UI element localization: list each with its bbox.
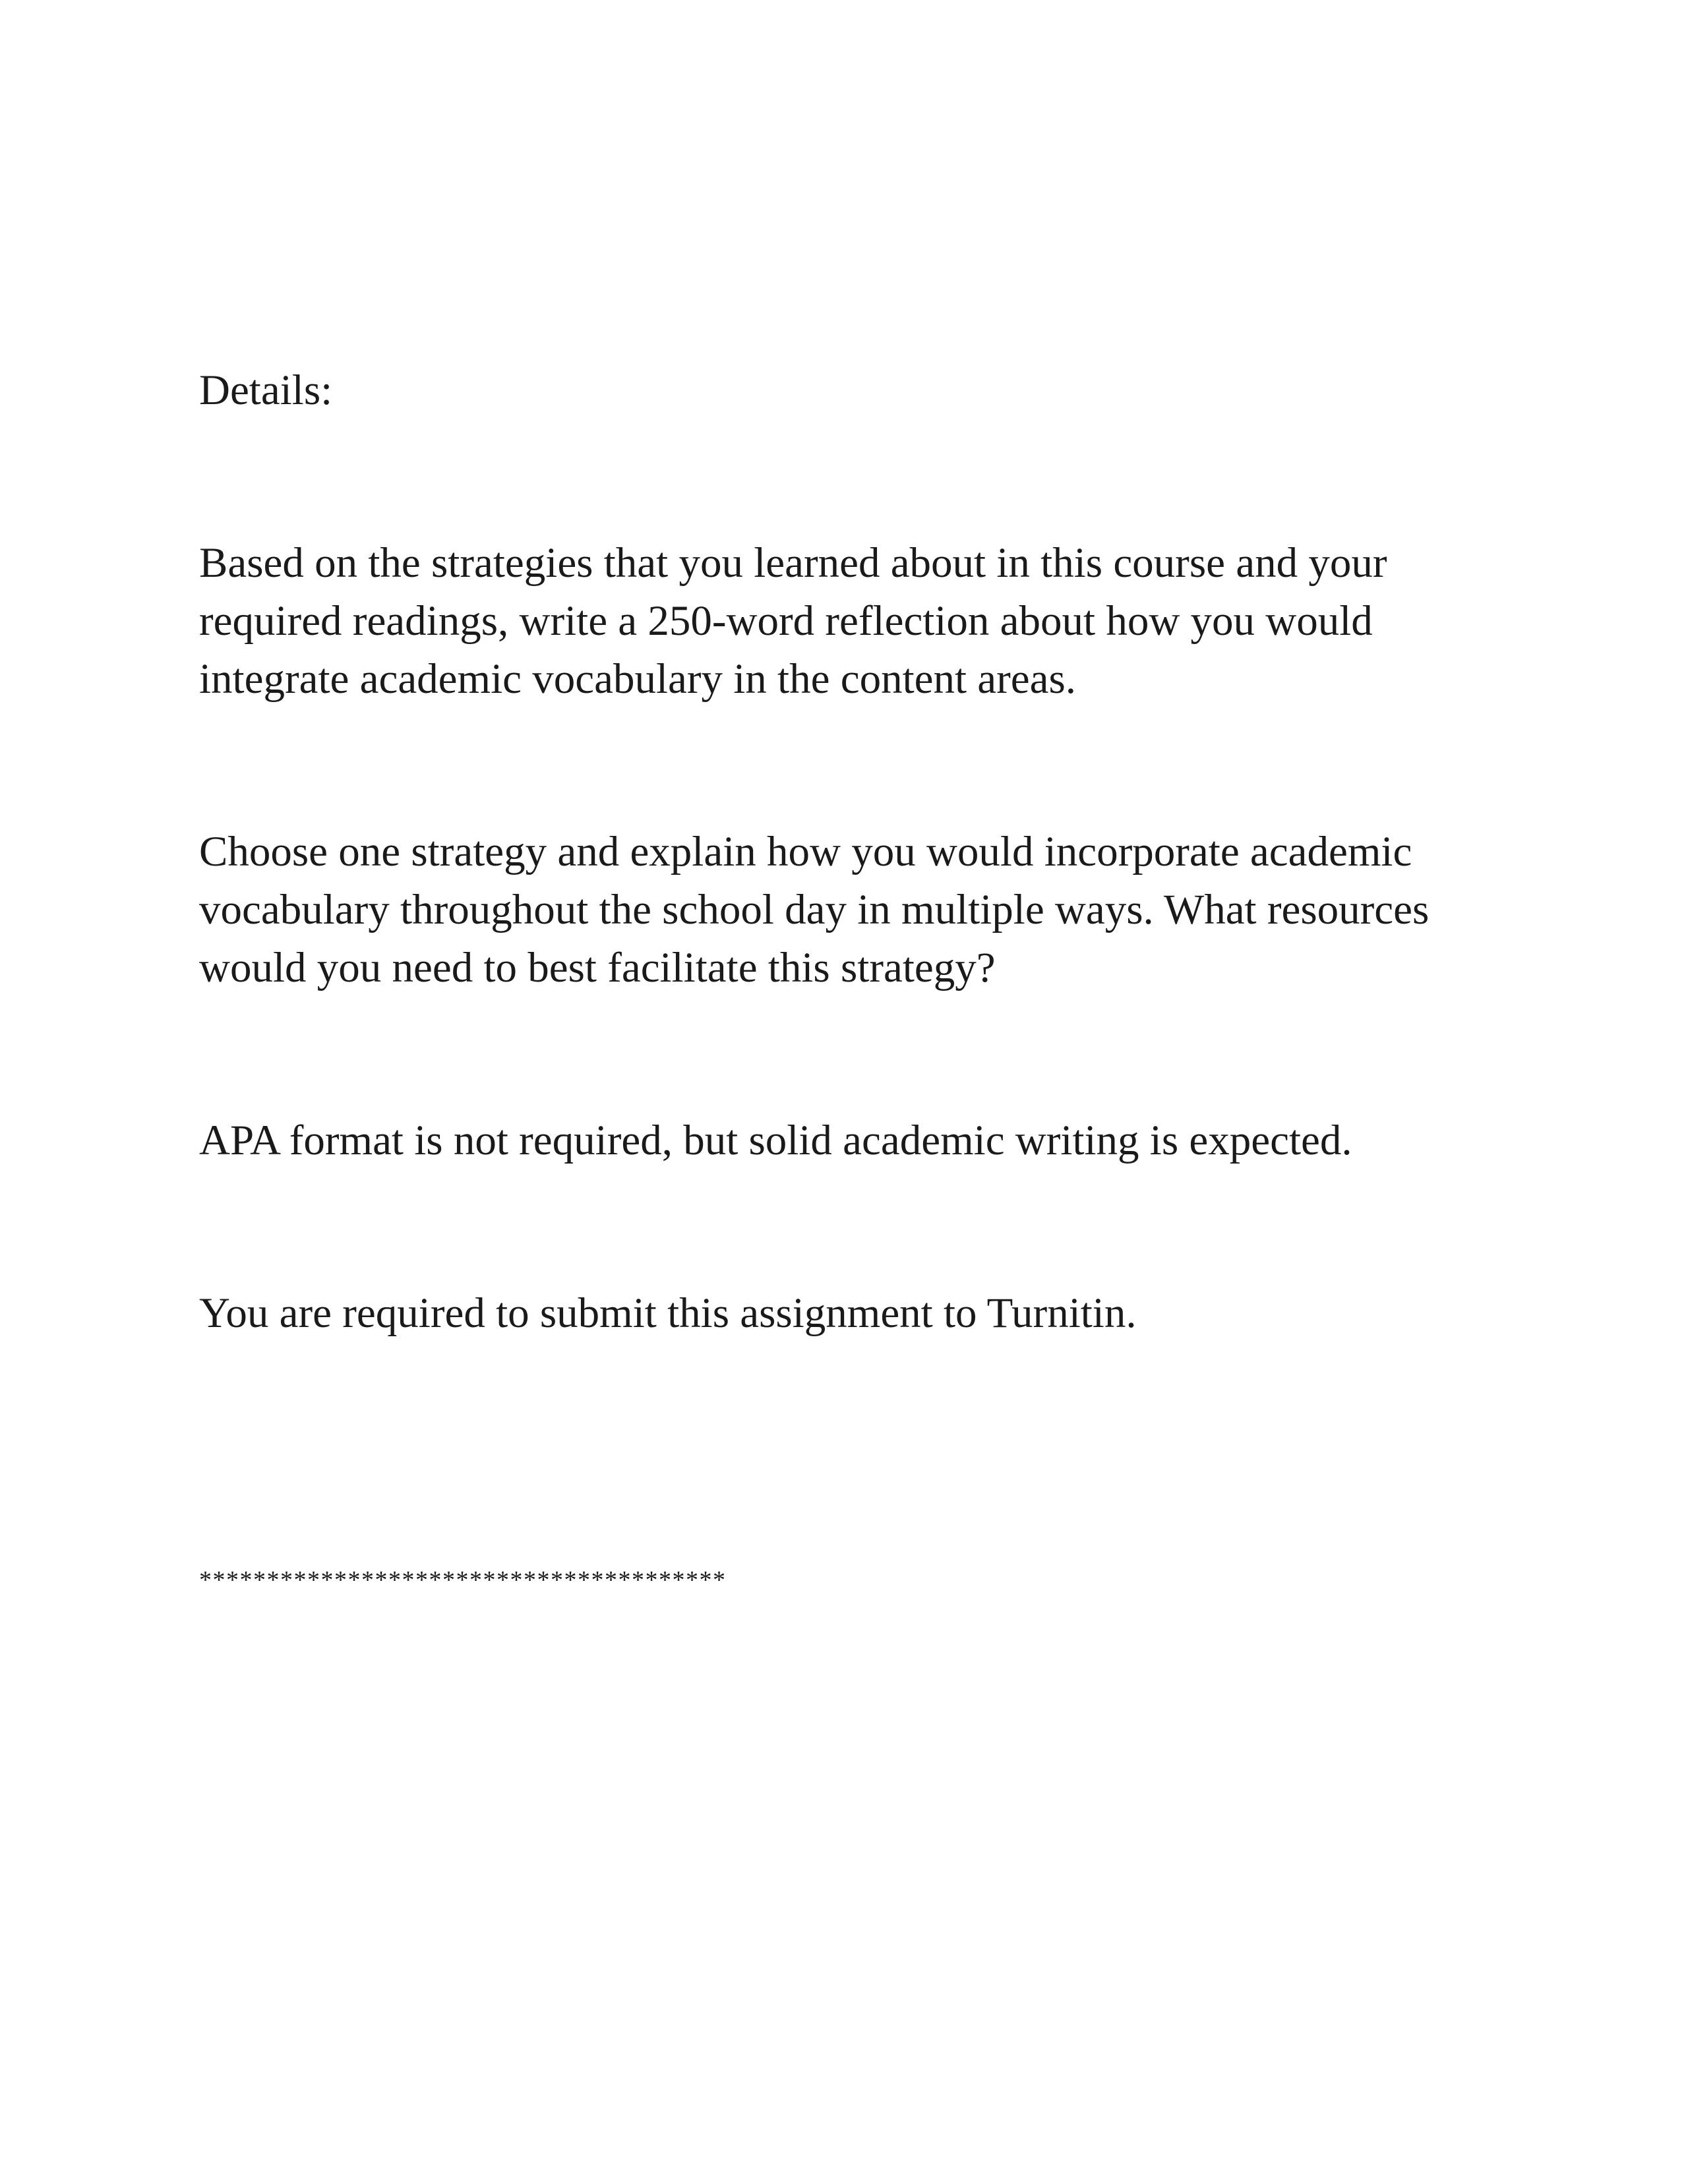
paragraph-reflection-prompt: Based on the strategies that you learned about in this course and your required readings, write a 250-word reflection about how you would integrate academic vocabulary in the content areas. <box>199 539 1387 703</box>
asterisk-separator: *************************************** <box>199 1566 727 1594</box>
paragraph-apa-note: APA format is not required, but solid academic writing is expected. <box>199 1117 1352 1164</box>
document-body <box>199 361 1492 1342</box>
details-heading: Details: <box>199 367 333 414</box>
paragraph-turnitin-note: You are required to submit this assignment to Turnitin. <box>199 1289 1137 1337</box>
paragraph-strategy-prompt: Choose one strategy and explain how you would incorporate academic vocabulary throughout the school day in multiple ways. What resources would you need to best facilitate this strategy? <box>199 828 1430 991</box>
